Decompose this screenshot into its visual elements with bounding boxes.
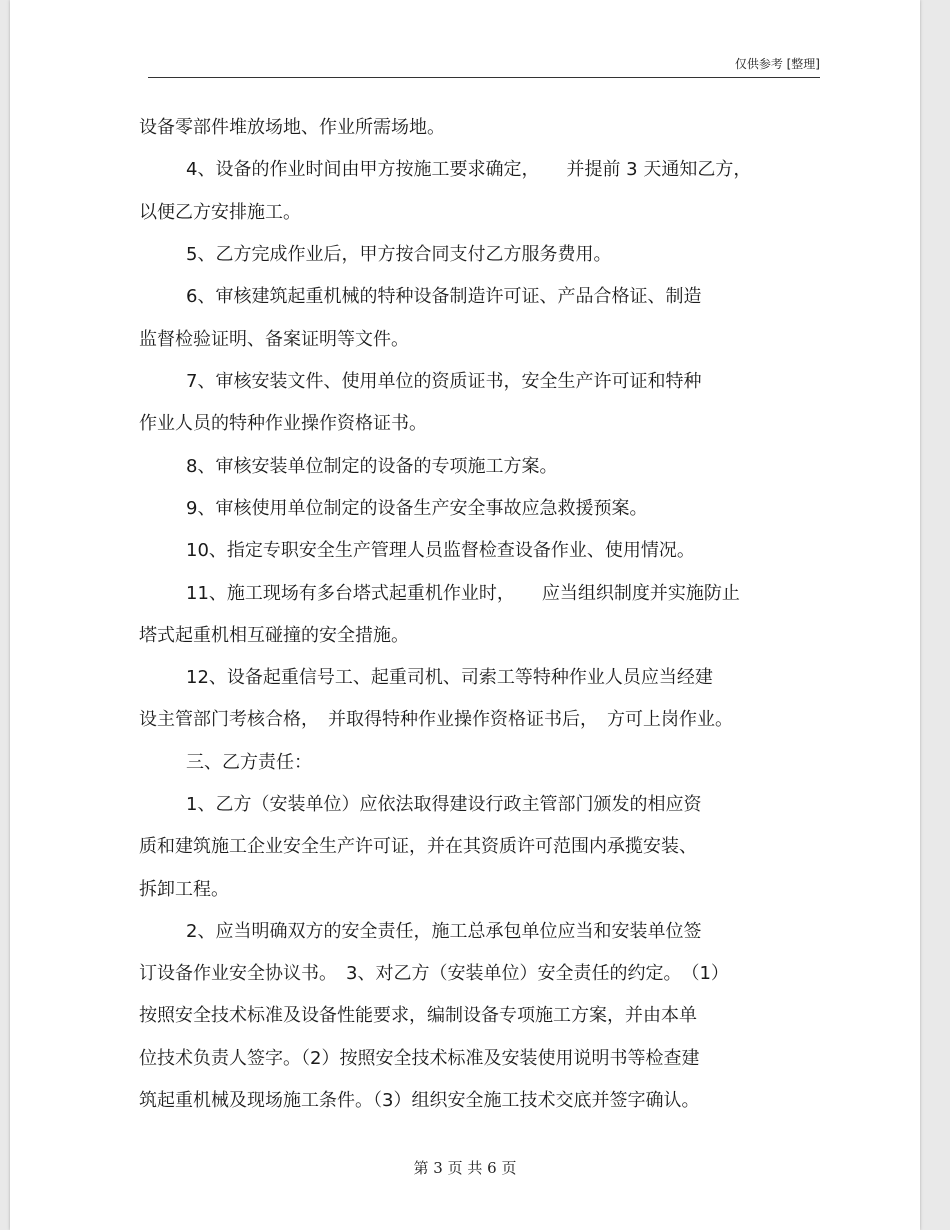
- text-line: 作业人员的特种作业操作资格证书。: [139, 413, 427, 434]
- text-line: 塔式起重机相互碰撞的安全措施。: [139, 625, 409, 646]
- text-line: 设主管部门考核合格， 并取得特种作业操作资格证书后， 方可上岗作业。: [139, 709, 733, 730]
- text-line: 5、乙方完成作业后，甲方按合同支付乙方服务费用。: [186, 244, 612, 265]
- text-line: 筑起重机械及现场施工条件。（3）组织安全施工技术交底并签字确认。: [139, 1090, 700, 1111]
- text-line: 2、应当明确双方的安全责任，施工总承包单位应当和安装单位签: [186, 921, 702, 942]
- text-line: 10、指定专职安全生产管理人员监督检查设备作业、使用情况。: [186, 540, 695, 561]
- text-line: 9、审核使用单位制定的设备生产安全事故应急救援预案。: [186, 498, 648, 519]
- text-line: 质和建筑施工企业安全生产许可证，并在其资质许可范围内承揽安装、: [139, 836, 697, 857]
- page-number-footer: 第 3 页 共 6 页: [413, 1159, 517, 1177]
- document-page: [10, 0, 920, 1230]
- text-line: 按照安全技术标准及设备性能要求，编制设备专项施工方案，并由本单: [139, 1005, 697, 1026]
- text-line: 位技术负责人签字。（2）按照安全技术标准及安装使用说明书等检查建: [139, 1048, 700, 1069]
- text-line: 12、设备起重信号工、起重司机、司索工等特种作业人员应当经建: [186, 667, 713, 688]
- text-line: 以便乙方安排施工。: [139, 202, 301, 223]
- text-line: 设备零部件堆放场地、作业所需场地。: [139, 117, 445, 138]
- text-line: 订设备作业安全协议书。 3、对乙方（安装单位）安全责任的约定。 （1）: [139, 963, 729, 984]
- text-line: 1、乙方（安装单位）应依法取得建设行政主管部门颁发的相应资: [186, 794, 702, 815]
- text-line: 8、审核安装单位制定的设备的专项施工方案。: [186, 456, 558, 477]
- text-line: 11、施工现场有多台塔式起重机作业时， 应当组织制度并实施防止: [186, 583, 740, 604]
- text-line: 监督检验证明、备案证明等文件。: [139, 329, 409, 350]
- header-divider: [148, 77, 820, 78]
- section-heading: 三、乙方责任：: [186, 752, 312, 773]
- page-header: 仅供参考 [整理]: [734, 57, 820, 71]
- text-line: 6、审核建筑起重机械的特种设备制造许可证、产品合格证、制造: [186, 286, 702, 307]
- text-line: 7、审核安装文件、使用单位的资质证书，安全生产许可证和特种: [186, 371, 702, 392]
- text-line: 拆卸工程。: [139, 879, 229, 900]
- text-line: 4、设备的作业时间由甲方按施工要求确定， 并提前 3 天通知乙方，: [186, 159, 752, 180]
